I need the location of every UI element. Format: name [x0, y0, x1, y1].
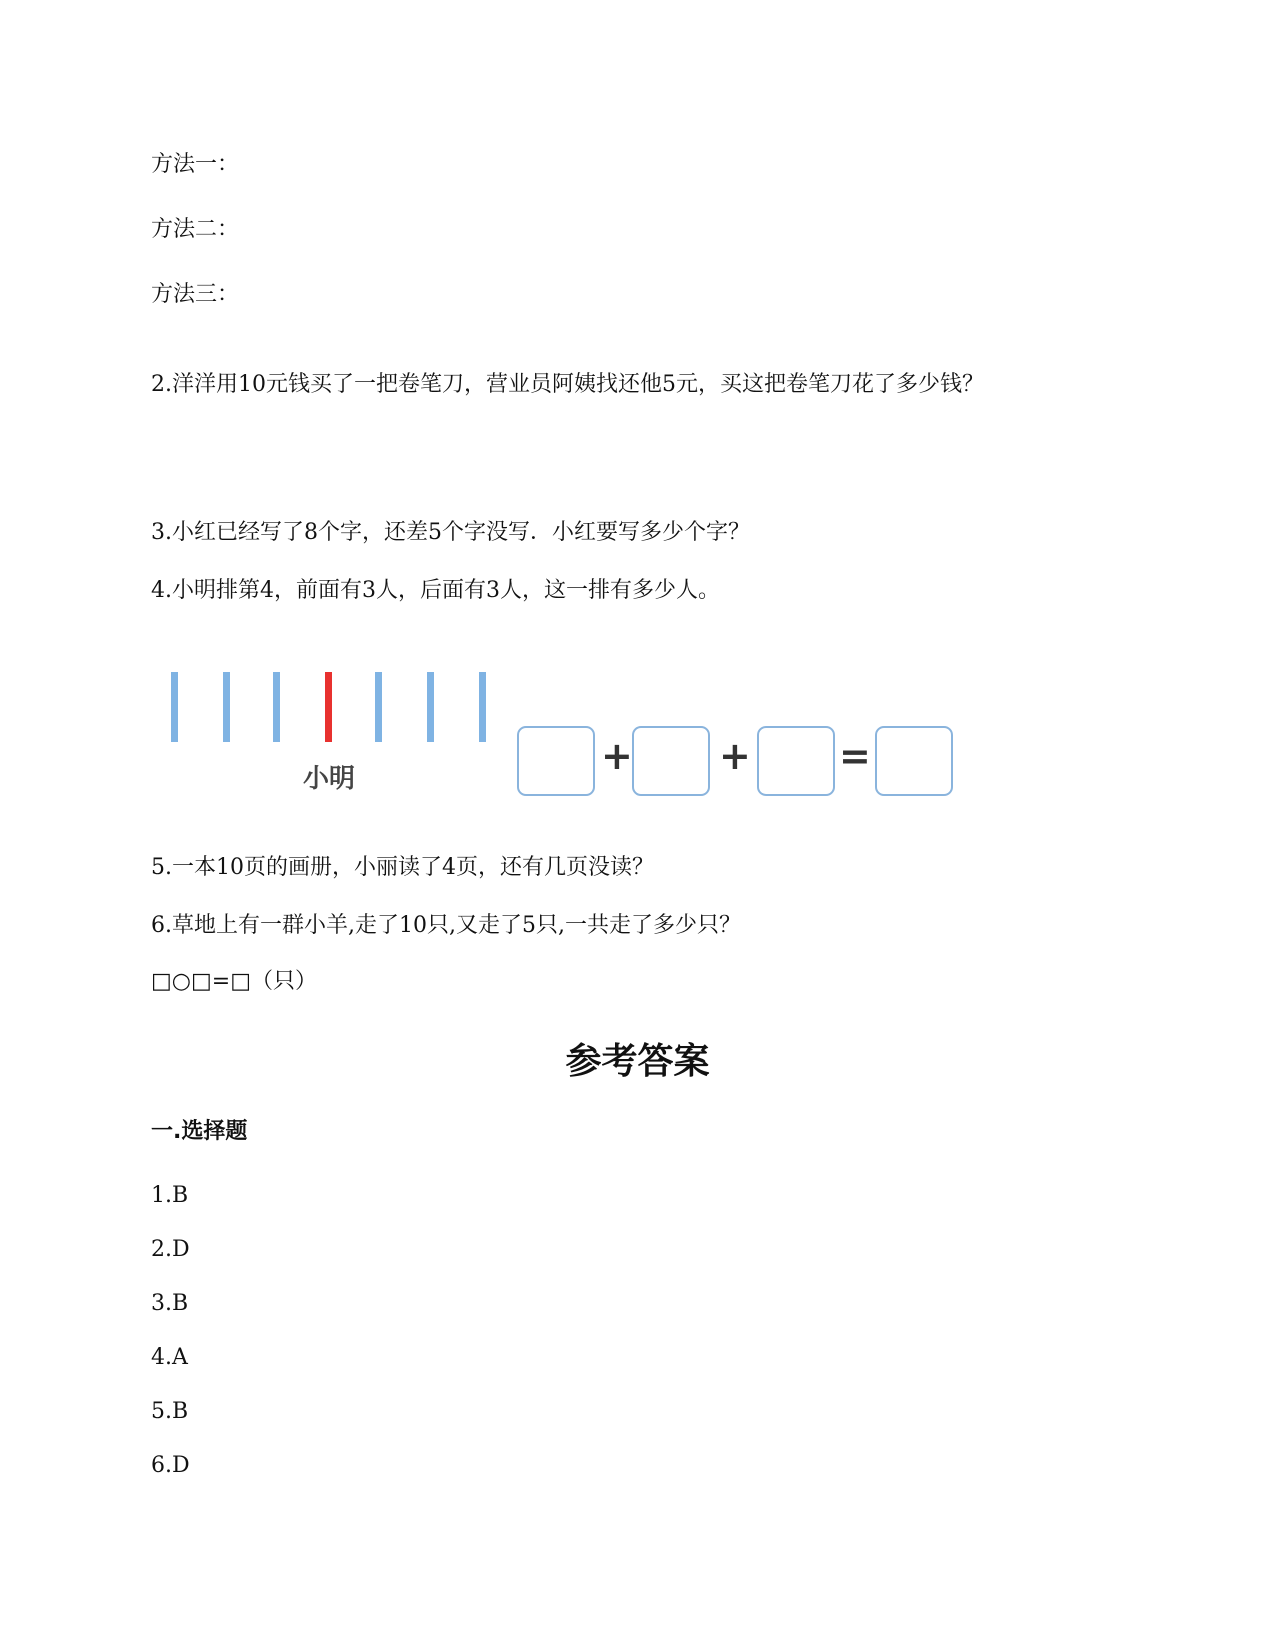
question-6-formula: □○□=□（只）: [151, 969, 317, 994]
person-bar: [479, 672, 486, 742]
person-bar: [273, 672, 280, 742]
person-bar: [223, 672, 230, 742]
method-2: 方法二：: [151, 217, 240, 242]
answer-box-4[interactable]: [875, 726, 953, 796]
question-5: 5.一本10页的画册，小丽读了4页，还有几页没读？: [151, 855, 654, 880]
xiaoming-label: 小明: [303, 764, 356, 794]
xiaoming-bar: [325, 672, 332, 742]
answer-item: 2.D: [151, 1237, 190, 1262]
question-2: 2.洋洋用10元钱买了一把卷笔刀，营业员阿姨找还他5元，买这把卷笔刀花了多少钱？: [151, 372, 984, 397]
method-1: 方法一：: [151, 152, 240, 177]
question-4: 4.小明排第4，前面有3人，后面有3人，这一排有多少人。: [151, 578, 720, 603]
answer-item: 6.D: [151, 1453, 190, 1478]
answer-item: 1.B: [151, 1183, 189, 1208]
queue-figure: [151, 660, 971, 800]
question-3: 3.小红已经写了8个字，还差5个字没写．小红要写多少个字？: [151, 520, 750, 545]
question-6: 6.草地上有一群小羊,走了10只,又走了5只,一共走了多少只？: [151, 913, 741, 938]
answer-box-1[interactable]: [517, 726, 595, 796]
answer-item: 3.B: [151, 1291, 189, 1316]
section-heading: 一.选择题: [151, 1119, 248, 1144]
answer-box-3[interactable]: [757, 726, 835, 796]
plus-sign: +: [601, 734, 633, 778]
answers-title: 参考答案: [565, 1041, 710, 1082]
equals-sign: =: [839, 734, 871, 778]
answer-item: 4.A: [151, 1345, 188, 1370]
answer-item: 5.B: [151, 1399, 189, 1424]
person-bar: [171, 672, 178, 742]
person-bar: [375, 672, 382, 742]
person-bar: [427, 672, 434, 742]
method-3: 方法三：: [151, 282, 240, 307]
plus-sign: +: [719, 734, 751, 778]
answer-box-2[interactable]: [632, 726, 710, 796]
